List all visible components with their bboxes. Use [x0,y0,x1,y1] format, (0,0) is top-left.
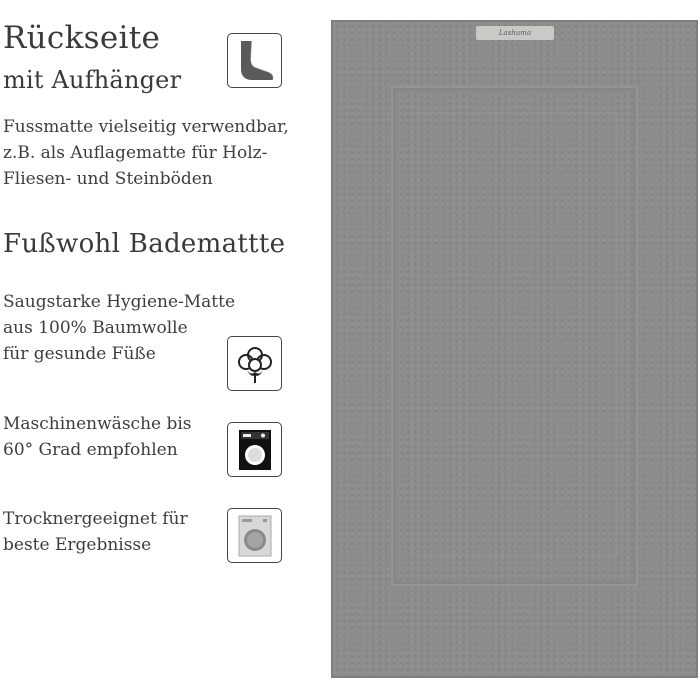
back-description: Fussmatte vielseitig verwendbar, z.B. als Auflagematte für Holz- Fliesen- und Steinböden [3,117,289,189]
feature-wash-text: Maschinenwäsche bis 60° Grad empfohlen [3,414,192,460]
cotton-icon [227,336,282,391]
back-title: Rückseite [3,20,161,56]
dryer-icon [227,508,282,563]
feature-dryer-text: Trocknergeeignet für beste Ergebnisse [3,509,188,555]
foot-icon [227,33,282,88]
washing-machine-icon [227,422,282,477]
mat-border-inner [411,112,618,556]
brand-tag: Lashuma [476,26,554,40]
back-subtitle: mit Aufhänger [3,66,182,94]
bath-mat-image [331,20,698,678]
product-title: Fußwohl Bademattte [3,229,286,259]
feature-cotton-text: Saugstarke Hygiene-Matte aus 100% Baumwolle für gesunde Füße [3,292,236,364]
